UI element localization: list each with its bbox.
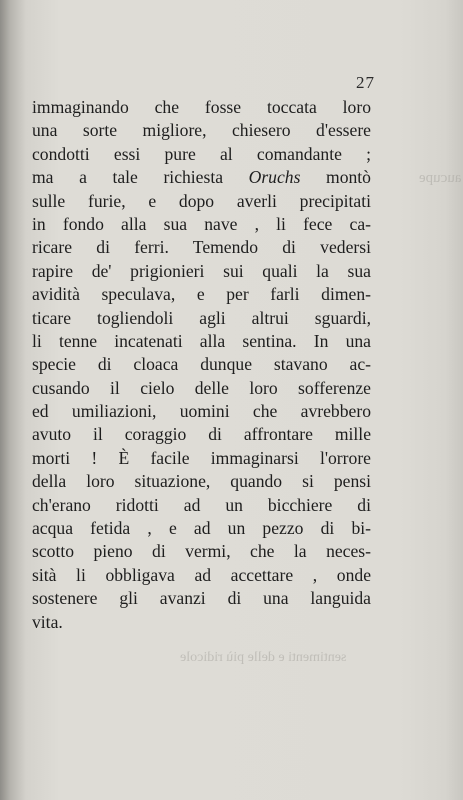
text-line: ticare togliendoli agli altrui sguardi,: [32, 307, 371, 328]
text-line: sostenere gli avanzi di una languida: [32, 588, 371, 609]
text-line: specie di cloaca dunque stavano ac-: [32, 354, 371, 375]
bleed-through-text: sentimenti e delle più ridicole: [180, 650, 347, 665]
text-line: ed umiliazioni, uomini che avrebbero: [32, 401, 371, 422]
text-line: rapire de' prigionieri sui quali la sua: [32, 260, 371, 281]
text-line: in fondo alla sua nave , li fece ca-: [32, 213, 371, 234]
text-line: condotti essi pure al comandante ;: [32, 143, 371, 164]
text-line: avuto il coraggio di affrontare mille: [32, 424, 371, 445]
page-number: 27: [356, 73, 375, 92]
text-line: cusando il cielo delle loro sofferenze: [32, 377, 371, 398]
text-line: sulle furie, e dopo averli precipitati: [32, 190, 371, 211]
text-line: vita.: [32, 611, 63, 632]
body-text: [32, 96, 371, 634]
text-line: li tenne incatenati alla sentina. In una: [32, 330, 371, 351]
text-line: avidità speculava, e per farli dimen-: [32, 284, 371, 305]
text-line: della loro situazione, quando si pensi: [32, 471, 371, 492]
text-line: ricare di ferri. Temendo di vedersi: [32, 237, 371, 258]
text-line: acqua fetida , e ad un pezzo di bi-: [32, 518, 371, 539]
text-line: morti ! È facile immaginarsi l'orrore: [32, 447, 371, 468]
text-line: ma a tale richiesta Oruchs montò: [32, 167, 371, 188]
text-line: immaginando che fosse toccata loro: [32, 97, 371, 117]
bleed-through-text: aucupe: [418, 170, 461, 186]
text-line: ch'erano ridotti ad un bicchiere di: [32, 494, 371, 515]
text-line: una sorte migliore, chiesero d'essere: [32, 120, 371, 141]
text-line: scotto pieno di vermi, che la neces-: [32, 541, 371, 562]
text-line: sità li obbligava ad accettare , onde: [32, 564, 371, 585]
